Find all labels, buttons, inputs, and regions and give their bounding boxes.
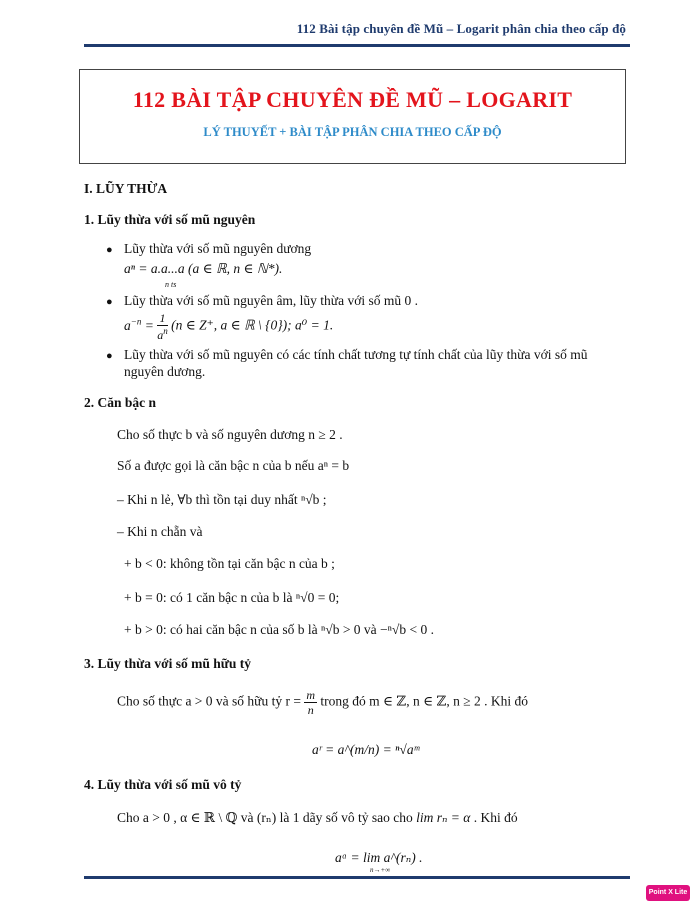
root-line-1: Cho số thực b và số nguyên dương n ≥ 2 . (117, 427, 343, 442)
bullet-text-3-line2: nguyên dương. (124, 364, 206, 379)
title-box (79, 69, 626, 164)
irrational-power-line-pre: Cho a > 0 , α ∈ ℝ \ ℚ và (rₙ) là 1 dãy số vô tỷ sao cho (117, 810, 413, 825)
bullet-dot: ● (106, 350, 113, 362)
bullet-text-3-line1: Lũy thừa với số mũ nguyên có các tính chất tương tự tính chất của lũy thừa với số mũ (124, 347, 588, 362)
subsection-heading-3: 3. Lũy thừa với số mũ hữu tỷ (84, 656, 251, 671)
formula-underbrace-label: n ts (165, 280, 177, 289)
subsection-heading-2: 2. Căn bậc n (84, 395, 157, 410)
document-subtitle: LÝ THUYẾT + BÀI TẬP PHÂN CHIA THEO CẤP ĐỘ (203, 125, 502, 139)
rational-power-line: Cho số thực a > 0 và số hữu tỷ r = $\frac{m}{n}$ trong đó m ∈ ℤ, n ∈ ℤ, n ≥ 2 . Khi đó (117, 688, 529, 717)
irrational-power-line (117, 810, 518, 826)
bullet-dot: ● (106, 244, 113, 256)
formula-negative-power: $a^{-n}$ = $\frac{1}{a^n}$ (n ∈ Z⁺, a ∈ ℝ \ {0}); a⁰ = 1. (124, 311, 334, 342)
running-header-title: 112 Bài tập chuyên đề Mũ – Logarit phân chia theo cấp độ (296, 21, 626, 36)
limit-subscript: n→+∞ (370, 866, 391, 874)
point-x-lite-badge: Point X Lite (646, 885, 690, 901)
rational-power-formula: aʳ = a^(m/n) = ⁿ√aᵐ (312, 742, 420, 757)
formula-positive-power: aⁿ = a.a...a (a ∈ ℝ, n ∈ ℕ*). (124, 261, 283, 276)
bullet-dot: ● (106, 296, 113, 308)
root-line-4: – Khi n chẵn và (117, 524, 203, 539)
irrational-power-formula: aᵅ = lim a^(rₙ) . (335, 850, 423, 865)
footer-rule (84, 876, 630, 879)
irrational-power-line-post: . Khi đó (473, 810, 518, 825)
root-line-5: + b < 0: không tồn tại căn bậc n của b ; (124, 556, 335, 571)
subsection-heading-1: 1. Lũy thừa với số mũ nguyên (84, 212, 256, 227)
subsection-heading-4: 4. Lũy thừa với số mũ vô tỷ (84, 777, 242, 792)
irrational-power-limit: lim rₙ = α (416, 810, 471, 825)
root-line-7: + b > 0: có hai căn bậc n của số b là ⁿ√b > 0 và −ⁿ√b < 0 . (124, 622, 434, 637)
section-heading-luy-thua: I. LŨY THỪA (84, 181, 168, 196)
formula-negative-power-tail: (n ∈ Z⁺, a ∈ ℝ \ {0}); a⁰ = 1. (171, 317, 334, 333)
root-line-3: – Khi n lẻ, ∀b thì tồn tại duy nhất ⁿ√b ; (117, 492, 327, 507)
bullet-text-1: Lũy thừa với số mũ nguyên dương (124, 241, 312, 256)
bullet-text-2: Lũy thừa với số mũ nguyên âm, lũy thừa với số mũ 0 . (124, 293, 419, 308)
rational-power-line-post: trong đó m ∈ ℤ, n ∈ ℤ, n ≥ 2 . Khi đó (320, 693, 529, 709)
header-rule (84, 44, 630, 47)
document-title: 112 BÀI TẬP CHUYÊN ĐỀ MŨ – LOGARIT (132, 87, 573, 112)
root-line-6: + b = 0: có 1 căn bậc n của b là ⁿ√0 = 0; (124, 590, 340, 605)
root-line-2: Số a được gọi là căn bậc n của b nếu aⁿ = b (117, 458, 350, 473)
rational-power-line-pre: Cho số thực a > 0 và số hữu tỷ r = (117, 693, 301, 709)
